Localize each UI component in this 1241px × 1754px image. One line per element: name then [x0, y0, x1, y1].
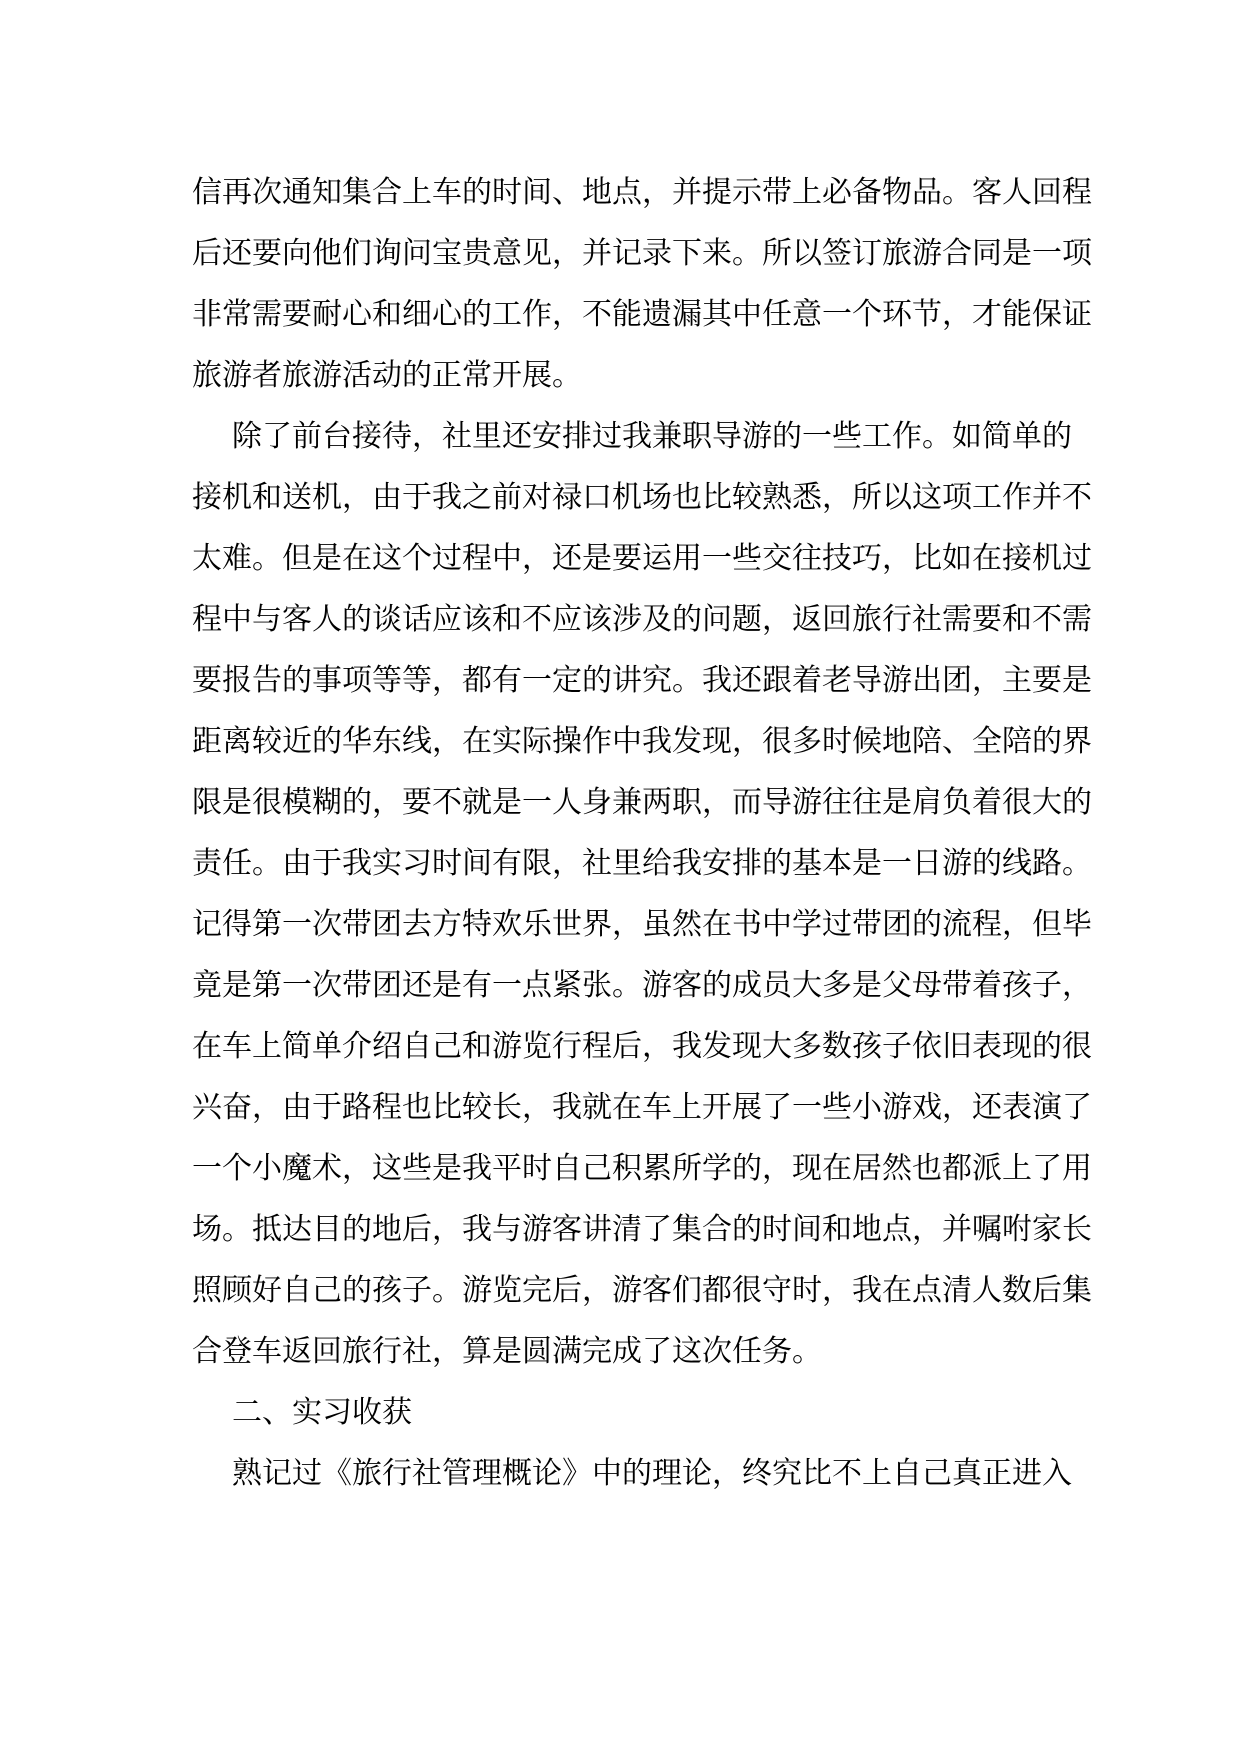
text-line: 照顾好自己的孩子。游览完后，游客们都很守时，我在点清人数后集	[192, 1273, 1092, 1308]
text-line: 程中与客人的谈话应该和不应该涉及的问题，返回旅行社需要和不需	[192, 602, 1092, 637]
text-line: 旅游者旅游活动的正常开展。	[192, 358, 582, 393]
text-line: 信再次通知集合上车的时间、地点，并提示带上必备物品。客人回程	[192, 175, 1092, 210]
text-line: 合登车返回旅行社，算是圆满完成了这次任务。	[192, 1334, 822, 1369]
text-line: 一个小魔术，这些是我平时自己积累所学的，现在居然也都派上了用	[192, 1151, 1092, 1186]
text-line: 在车上简单介绍自己和游览行程后，我发现大多数孩子依旧表现的很	[192, 1029, 1092, 1064]
document-body-text	[192, 162, 1092, 1504]
text-line: 场。抵达目的地后，我与游客讲清了集合的时间和地点，并嘱咐家长	[192, 1212, 1092, 1247]
text-line: 竟是第一次带团还是有一点紧张。游客的成员大多是父母带着孩子，	[192, 968, 1092, 1003]
text-line: 非常需要耐心和细心的工作，不能遗漏其中任意一个环节，才能保证	[192, 297, 1092, 332]
text-line: 距离较近的华东线，在实际操作中我发现，很多时候地陪、全陪的界	[192, 724, 1092, 759]
text-line: 接机和送机，由于我之前对禄口机场也比较熟悉，所以这项工作并不	[192, 480, 1092, 515]
text-line: 要报告的事项等等，都有一定的讲究。我还跟着老导游出团，主要是	[192, 663, 1092, 698]
text-line: 除了前台接待，社里还安排过我兼职导游的一些工作。如简单的	[232, 419, 1072, 454]
text-line: 记得第一次带团去方特欢乐世界，虽然在书中学过带团的流程，但毕	[192, 907, 1092, 942]
text-line: 兴奋，由于路程也比较长，我就在车上开展了一些小游戏，还表演了	[192, 1090, 1092, 1125]
text-line: 太难。但是在这个过程中，还是要运用一些交往技巧，比如在接机过	[192, 541, 1092, 576]
text-line: 后还要向他们询问宝贵意见，并记录下来。所以签订旅游合同是一项	[192, 236, 1092, 271]
section-heading: 二、实习收获	[232, 1395, 412, 1430]
text-line: 限是很模糊的，要不就是一人身兼两职，而导游往往是肩负着很大的	[192, 785, 1092, 820]
text-line: 熟记过《旅行社管理概论》中的理论，终究比不上自己真正进入	[232, 1456, 1072, 1491]
text-line: 责任。由于我实习时间有限，社里给我安排的基本是一日游的线路。	[192, 846, 1092, 881]
